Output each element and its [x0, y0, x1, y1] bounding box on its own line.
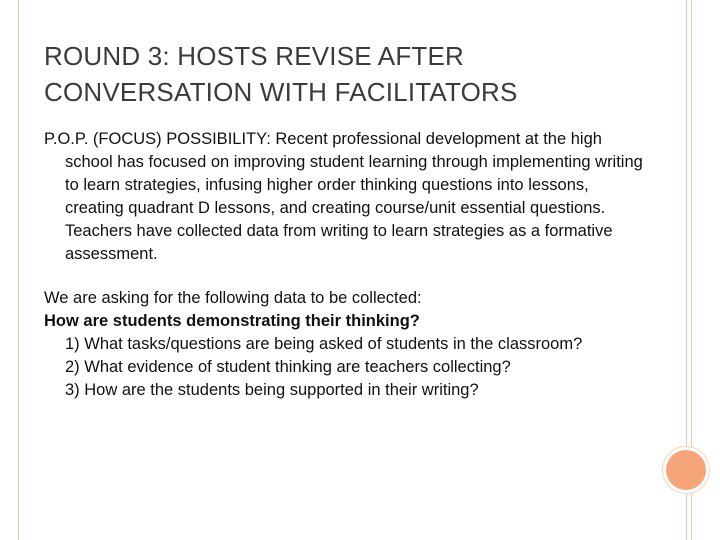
slide-title: [44, 38, 664, 110]
left-decorative-rule: [18, 0, 19, 540]
paragraph-spacer: [44, 266, 644, 287]
data-intro: We are asking for the following data to be collected:: [44, 289, 422, 307]
pop-paragraph: P.O.P. (FOCUS) POSSIBILITY: Recent professional development at the high school has focused on improving student learning through implementing writing to learn strategies, infusing higher order thinking questions into lessons, creating quadrant D lessons, and creating course/unit essential questions. Teachers have collected data from writing to learn strategies as a formative assessment.: [44, 130, 643, 263]
question-item-3: 3) How are the students being supported in their writing?: [65, 381, 479, 399]
accent-circle: [666, 450, 706, 490]
question-item-2: 2) What evidence of student thinking are teachers collecting?: [65, 358, 511, 376]
question-item-1: 1) What tasks/questions are being asked of students in the classroom?: [65, 335, 583, 353]
title-line-2: CONVERSATION WITH FACILITATORS: [44, 77, 518, 107]
slide-body: [44, 128, 644, 402]
main-question: How are students demonstrating their thinking?: [44, 312, 420, 330]
title-line-1: ROUND 3: HOSTS REVISE AFTER: [44, 41, 465, 71]
